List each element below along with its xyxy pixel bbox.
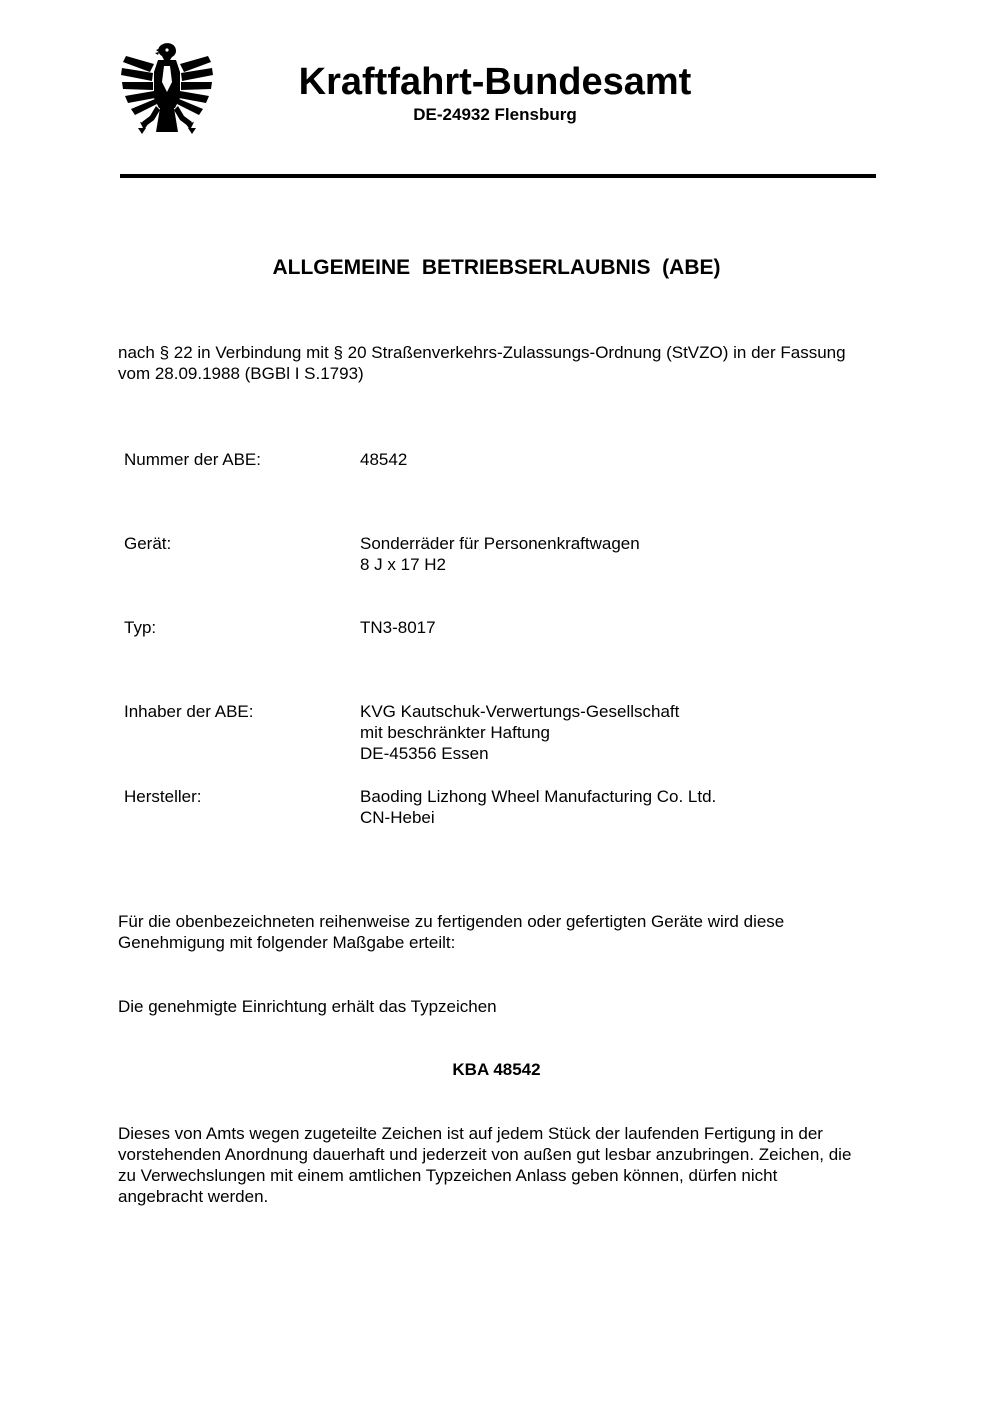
holder-label: Inhaber der ABE: xyxy=(124,702,254,721)
abe-number-line: 48542 xyxy=(360,450,408,469)
abe-number-label: Nummer der ABE: xyxy=(124,450,261,469)
device-value xyxy=(360,533,880,575)
device-line: Sonderräder für Personenkraftwagen xyxy=(360,534,640,553)
manufacturer-label: Hersteller: xyxy=(124,787,202,806)
document-title: ALLGEMEINE BETRIEBSERLAUBNIS (ABE) xyxy=(272,256,721,279)
manufacturer-value xyxy=(360,786,880,828)
type-label: Typ: xyxy=(124,618,157,637)
manufacturer-line: CN-Hebei xyxy=(360,808,435,827)
header-divider xyxy=(120,174,876,178)
marking-rules-text: Dieses von Amts wegen zugeteilte Zeichen ist auf jedem Stück der laufenden Fertigung in der vorstehenden Anordnung dauerhaft und jederzeit von außen gut lesbar anzubringen. Zeichen, die zu Verwechslungen mit einem amtlichen Typzeichen Anlass geben können, dürfen nicht angebracht werden. xyxy=(118,1124,852,1206)
type-line: TN3-8017 xyxy=(360,618,436,637)
holder-line: KVG Kautschuk-Verwertungs-Gesellschaft xyxy=(360,702,680,721)
type-mark: KBA 48542 xyxy=(452,1060,541,1079)
legal-basis-text: nach § 22 in Verbindung mit § 20 Straßenverkehrs-Zulassungs-Ordnung (StVZO) in der Fassung vom 28.09.1988 (BGBl I S.1793) xyxy=(118,343,846,383)
manufacturer-line: Baoding Lizhong Wheel Manufacturing Co. Ltd. xyxy=(360,787,717,806)
device-line: 8 J x 17 H2 xyxy=(360,555,446,574)
holder-line: mit beschränkter Haftung xyxy=(360,723,550,742)
device-label: Gerät: xyxy=(124,534,172,553)
type-mark-intro: Die genehmigte Einrichtung erhält das Typzeichen xyxy=(118,997,497,1016)
authority-address: DE-24932 Flensburg xyxy=(413,105,577,124)
holder-line: DE-45356 Essen xyxy=(360,744,489,763)
approval-statement: Für die obenbezeichneten reihenweise zu fertigenden oder gefertigten Geräte wird diese Genehmigung mit folgender Maßgabe erteilt: xyxy=(118,912,785,952)
federal-eagle-icon xyxy=(120,42,214,138)
type-value xyxy=(360,617,880,638)
holder-value xyxy=(360,701,880,764)
authority-name: Kraftfahrt-Bundesamt xyxy=(298,61,692,103)
abe-number-value xyxy=(360,449,880,470)
